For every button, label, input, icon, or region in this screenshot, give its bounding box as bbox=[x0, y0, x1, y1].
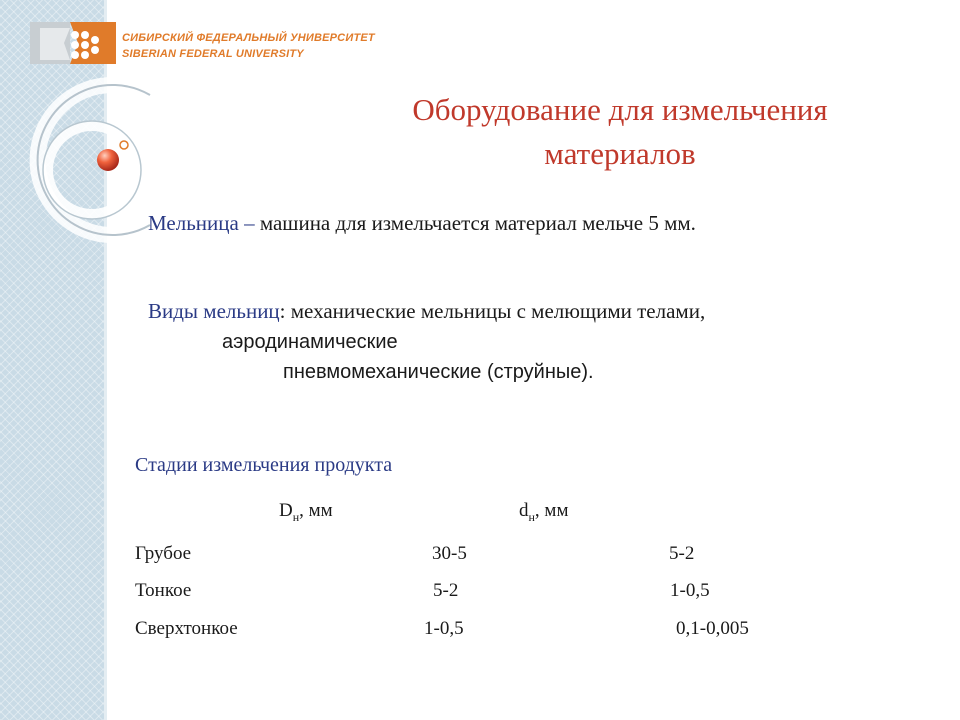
definition-term: Мельница bbox=[148, 211, 239, 235]
row-d-value: 1-0,5 bbox=[670, 580, 710, 601]
mill-types-term: Виды мельниц bbox=[148, 299, 280, 323]
column-header-D bbox=[279, 500, 333, 525]
column-header-D-unit: , мм bbox=[299, 500, 333, 521]
mill-types-line2: аэродинамические bbox=[222, 331, 398, 353]
definition-dash: – bbox=[238, 211, 260, 235]
university-name bbox=[122, 30, 375, 62]
slide-title-line2: материалов bbox=[544, 136, 696, 171]
mill-types-text: : механические мельницы с мелющими телами, bbox=[279, 299, 706, 323]
row-d-value: 5-2 bbox=[669, 543, 695, 564]
university-name-en: SIBERIAN FEDERAL UNIVERSITY bbox=[122, 48, 304, 60]
row-D-value: 30-5 bbox=[432, 543, 467, 564]
column-header-D-sub: н bbox=[292, 509, 300, 524]
mill-types-line3: пневмомеханические (струйные). bbox=[283, 361, 594, 383]
red-ball-icon bbox=[97, 149, 119, 171]
slide-title-line1: Оборудование для измельчения bbox=[412, 92, 828, 127]
row-d-value: 0,1-0,005 bbox=[676, 618, 749, 639]
inner-ring bbox=[48, 126, 136, 214]
row-D-value: 1-0,5 bbox=[424, 618, 464, 639]
definition-paragraph bbox=[148, 211, 696, 236]
row-name: Грубое bbox=[135, 543, 192, 564]
mill-types-paragraph bbox=[148, 296, 706, 383]
mill-types-line1 bbox=[148, 296, 705, 326]
row-D-value: 5-2 bbox=[433, 580, 459, 601]
inner-ring-outline bbox=[43, 121, 141, 219]
column-header-d-unit: , мм bbox=[534, 500, 569, 521]
column-header-D-main: D bbox=[279, 500, 293, 521]
university-name-ru: СИБИРСКИЙ ФЕДЕРАЛЬНЫЙ УНИВЕРСИТЕТ bbox=[122, 32, 375, 44]
column-header-d-main: d bbox=[519, 500, 529, 521]
slide-title bbox=[330, 88, 910, 176]
row-name: Тонкое bbox=[135, 580, 192, 601]
row-name: Сверхтонкое bbox=[135, 618, 238, 639]
university-logo-icon bbox=[30, 20, 116, 68]
column-header-d bbox=[519, 500, 568, 525]
definition-text: машина для измельчается материал мельче 5 мм. bbox=[259, 211, 696, 235]
column-header-d-sub: н bbox=[528, 509, 535, 524]
stages-title: Стадии измельчения продукта bbox=[135, 454, 393, 476]
